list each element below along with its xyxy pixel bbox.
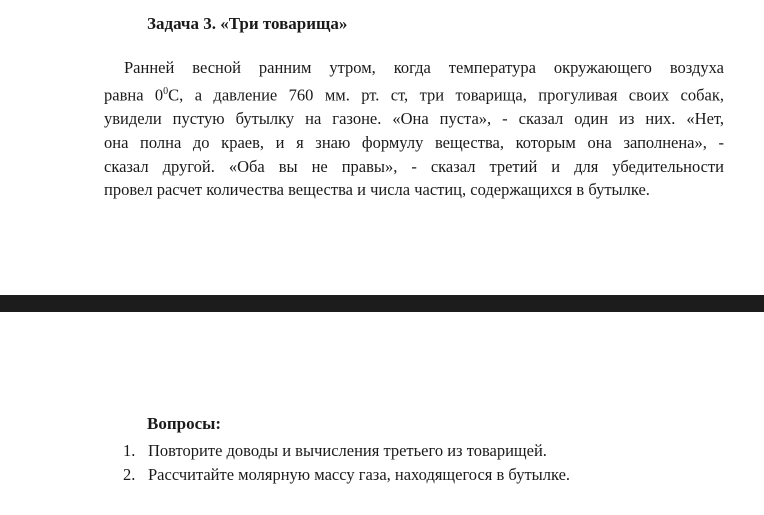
task-line-2-end: С, а давление 760 мм. рт. ст, три товарища, прогуливая своих собак, xyxy=(168,85,724,105)
degree-superscript: 0 xyxy=(163,85,169,97)
question-text: Рассчитайте молярную массу газа, находящегося в бутылке. xyxy=(148,465,571,484)
question-text: Повторите доводы и вычисления третьего из товарищей. xyxy=(148,441,547,460)
page-separator xyxy=(0,295,764,312)
questions-title: Вопросы: xyxy=(147,414,222,433)
cut-off-text-line xyxy=(140,508,440,515)
task-line-5: сказал другой. «Оба вы не правы», - сказал третий и для убедительности xyxy=(104,156,724,176)
task-line-2 xyxy=(104,80,724,107)
task-line-4: она полна до краев, и я знаю формулу вещества, которым она заполнена», - xyxy=(104,132,724,152)
task-line-2-start: равна 0 xyxy=(104,85,164,105)
question-number: 2. xyxy=(123,465,136,484)
task-body xyxy=(104,56,724,202)
question-item xyxy=(123,439,570,463)
question-number: 1. xyxy=(123,441,136,460)
task-line-1: Ранней весной ранним утром, когда температура окружающего воздуха xyxy=(124,58,724,77)
task-line-3: увидели пустую бутылку на газоне. «Она пуста», - сказал один из них. «Нет, xyxy=(104,109,724,129)
task-line-6: провел расчет количества вещества и числа частиц, содержащихся в бутылке. xyxy=(104,180,650,200)
question-item xyxy=(123,463,570,487)
task-title: Задача 3. «Три товарища» xyxy=(147,14,348,33)
questions-list xyxy=(123,439,570,487)
